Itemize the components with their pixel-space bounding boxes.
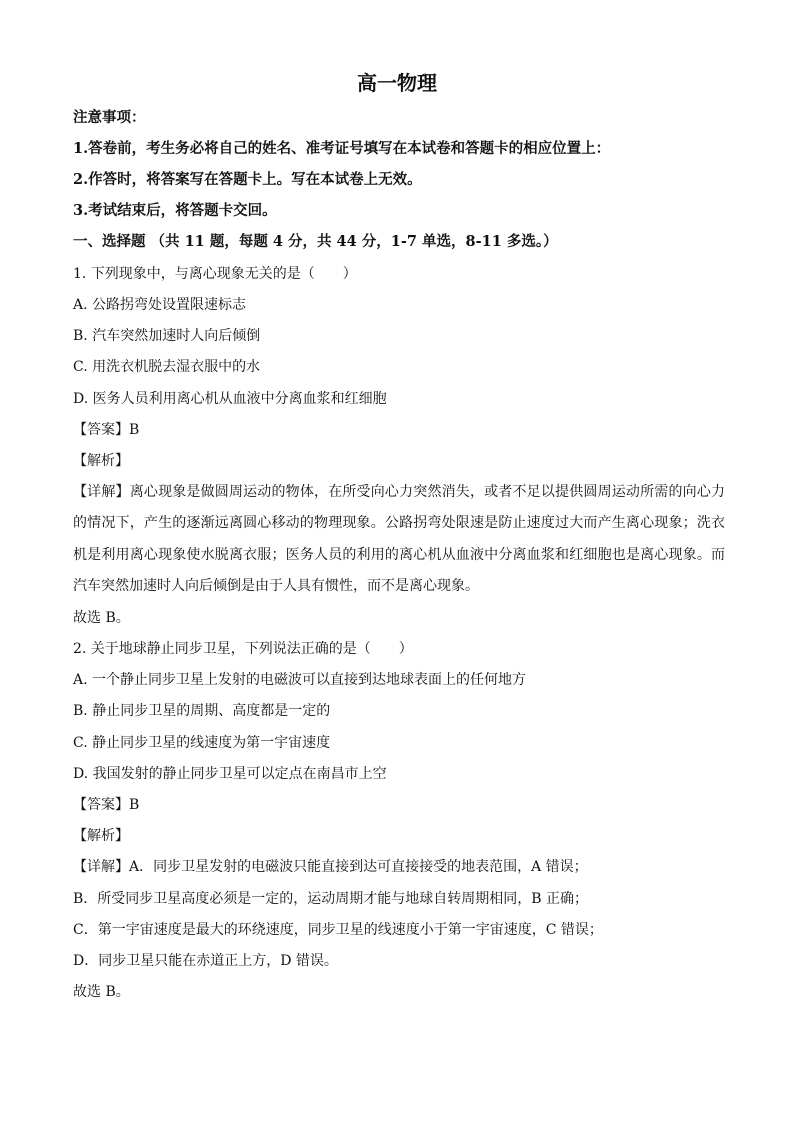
q2-stem: 2. 关于地球静止同步卫星，下列说法正确的是（ ） [73,641,413,657]
q1-detail: 【详解】离心现象是做圆周运动的物体，在所受向心力突然消失，或者不足以提供圆周运动所需的向心力的情况下，产生的逐渐远离圆心移动的物理现象。公路拐弯处限速是防止速度过大而产生离心现象；洗衣机是利用离心现象使水脱离衣服；医务人员的利用的离心机从血液中分离血浆和红细胞也是离心现象。而汽车突然加速时人向后倾倒是由于人具有惯性，而不是离心现象。 [73,484,725,594]
notice-item-3: 3.考试结束后，将答题卡交回。 [73,202,277,219]
q1-option-a: A. 公路拐弯处设置限速标志 [73,297,247,313]
q1-stem: 1. 下列现象中，与离心现象无关的是（ ） [73,266,357,282]
q2-detail-line-3: C．第一宇宙速度是最大的环绕速度，同步卫星的线速度小于第一宇宙速度，C 错误； [73,922,603,938]
notice-item-2: 2.作答时，将答案写在答题卡上。写在本试卷上无效。 [73,171,422,188]
notice-heading: 注意事项： [73,109,146,126]
q2-option-c: C. 静止同步卫星的线速度为第一宇宙速度 [73,735,331,751]
q1-option-c: C. 用洗衣机脱去湿衣服中的水 [73,359,261,375]
q2-option-d: D. 我国发射的静止同步卫星可以定点在南昌市上空 [73,766,387,782]
q2-analysis-label: 【解析】 [73,828,129,844]
q1-conclusion: 故选 B。 [73,610,130,626]
q1-option-d: D. 医务人员利用离心机从血液中分离血浆和红细胞 [73,391,387,407]
q1-option-b: B. 汽车突然加速时人向后倾倒 [73,328,261,344]
page-title: 高一物理 [357,71,437,95]
notice-item-1: 1.答卷前，考生务必将自己的姓名、准考证号填写在本试卷和答题卡的相应位置上： [73,140,611,157]
q2-option-b: B. 静止同步卫星的周期、高度都是一定的 [73,703,331,719]
q2-detail-line-4: D．同步卫星只能在赤道正上方，D 错误。 [73,953,338,969]
q2-conclusion: 故选 B。 [73,984,130,1000]
section-heading: 一、选择题 （共 11 题，每题 4 分，共 44 分，1-7 单选，8-11 多选。） [73,233,558,250]
q2-answer: 【答案】B [73,797,140,813]
q2-option-a: A. 一个静止同步卫星上发射的电磁波可以直接到达地球表面上的任何地方 [73,672,527,688]
q2-detail-line-1: 【详解】A．同步卫星发射的电磁波只能直接到达可直接接受的地表范围，A 错误； [73,859,588,875]
q2-detail-line-2: B．所受同步卫星高度必须是一定的，运动周期才能与地球自转周期相同，B 正确； [73,891,589,907]
q1-answer: 【答案】B [73,422,140,438]
q1-analysis-label: 【解析】 [73,453,129,469]
